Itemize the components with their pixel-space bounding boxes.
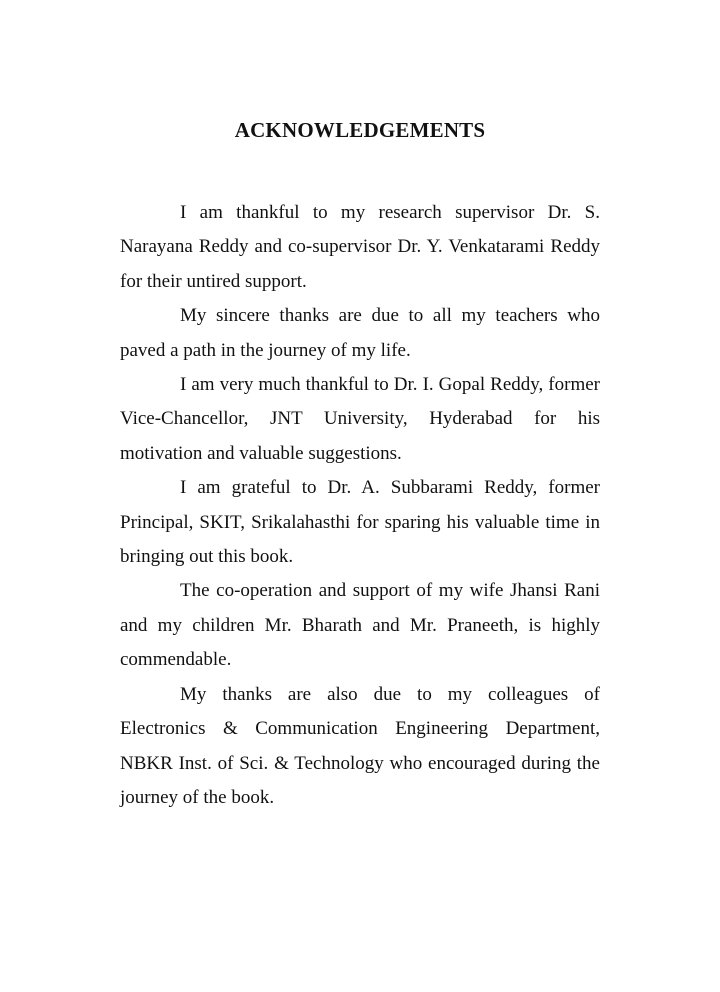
paragraph-teachers: My sincere thanks are due to all my teachers who paved a path in the journey of my life. [120, 305, 600, 361]
acknowledgement-body [120, 196, 600, 815]
paragraph-colleagues: My thanks are also due to my colleagues of Electronics & Communication Engineering Department, NBKR Inst. of Sci. & Technology who encouraged during the journey of the book. [120, 683, 600, 808]
paragraph-family: The co-operation and support of my wife Jhansi Rani and my children Mr. Bharath and Mr. Praneeth, is highly commendable. [120, 580, 600, 671]
paragraph-principal: I am grateful to Dr. A. Subbarami Reddy, former Principal, SKIT, Srikalahasthi for sparing his valuable time in bringing out this book. [120, 477, 600, 568]
page-title: ACKNOWLEDGEMENTS [234, 118, 486, 142]
paragraph-vice-chancellor: I am very much thankful to Dr. I. Gopal Reddy, former Vice-Chancellor, JNT University, Hyderabad for his motivation and valuable suggestions. [120, 374, 600, 464]
paragraph-supervisors: I am thankful to my research supervisor Dr. S. Narayana Reddy and co-supervisor Dr. Y. Venkatarami Reddy for their untired support. [120, 202, 600, 292]
